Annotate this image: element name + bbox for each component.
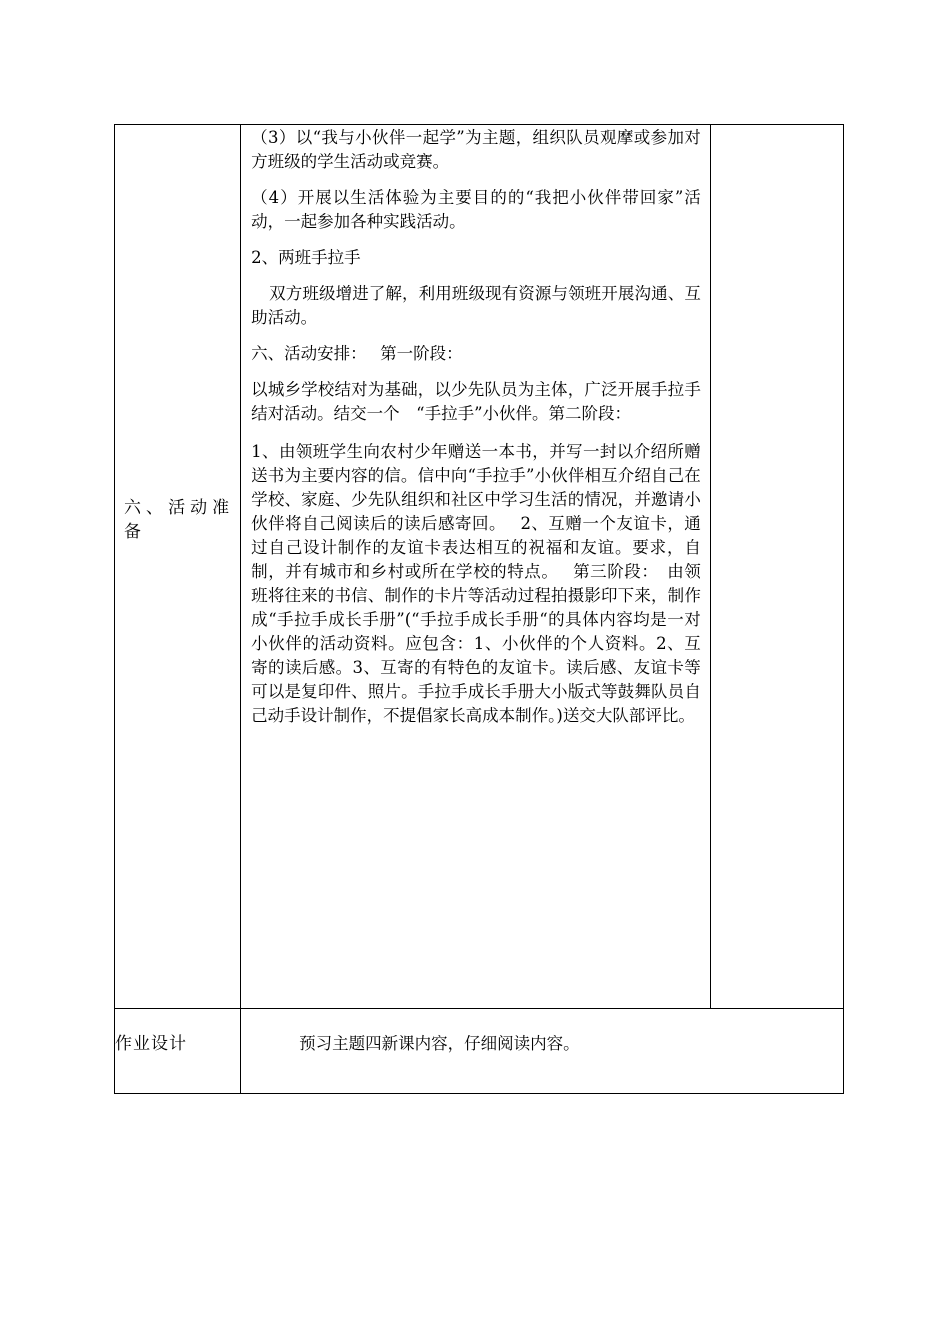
paragraph-bring-home-activity: （4）开展以生活体验为主要目的的“我把小伙伴带回家”活动，一起参加各种实践活动。 [251, 188, 701, 231]
homework-label-cell [115, 1009, 241, 1094]
lesson-plan-table [114, 124, 844, 1094]
activity-prep-content-cell [241, 125, 711, 1009]
paragraph-observe-activities: （3）以“我与小伙伴一起学”为主题，组织队员观摩或参加对方班级的学生活动或竞赛。 [251, 128, 701, 171]
homework-label: 作业设计 [115, 1034, 187, 1054]
homework-content-cell [241, 1009, 844, 1094]
activity-prep-label: 六、活动准备 [124, 498, 233, 542]
paragraph-activity-schedule: 六、活动安排： 第一阶段： [251, 344, 463, 363]
activity-prep-label-cell [115, 125, 241, 1009]
homework-content: 预习主题四新课内容，仔细阅读内容。 [299, 1034, 580, 1053]
activity-prep-notes-cell [710, 125, 843, 1009]
paragraph-two-classes-heading: 2、两班手拉手 [251, 248, 361, 267]
homework-row [115, 1009, 844, 1094]
paragraph-mutual-understanding: 双方班级增进了解，利用班级现有资源与领班开展沟通、互助活动。 [251, 284, 701, 327]
activity-prep-row [115, 125, 844, 1009]
paragraph-stage-two-three: 1、由领班学生向农村少年赠送一本书，并写一封以介绍所赠送书为主要内容的信。信中向“手拉手”小伙伴相互介绍自己在学校、家庭、少先队组织和社区中学习生活的情况，并邀请小伙伴将自己阅读后的读后感寄回。 2、互赠一个友谊卡，通过自己设计制作的友谊卡表达相互的祝福和友谊。要求，自制，并有城市和乡村或所在学校的特点。 第三阶段： 由领班将往来的书信、制作的卡片等活动过程拍摄影印下来，制作成“手拉手成长手册”(“手拉手成长手册“的具体内容均是一对小伙伴的活动资料。应包含：1、小伙伴的个人资料。2、互寄的读后感。3、互寄的有特色的友谊卡。读后感、友谊卡等可以是复印件、照片。手拉手成长手册大小版式等鼓舞队员自己动手设计制作，不提倡家长高成本制作。)送交大队部评比。 [251, 442, 701, 725]
paragraph-stage-one: 以城乡学校结对为基础，以少先队员为主体，广泛开展手拉手结对活动。结交一个 “手拉手”小伙伴。第二阶段： [251, 380, 701, 423]
